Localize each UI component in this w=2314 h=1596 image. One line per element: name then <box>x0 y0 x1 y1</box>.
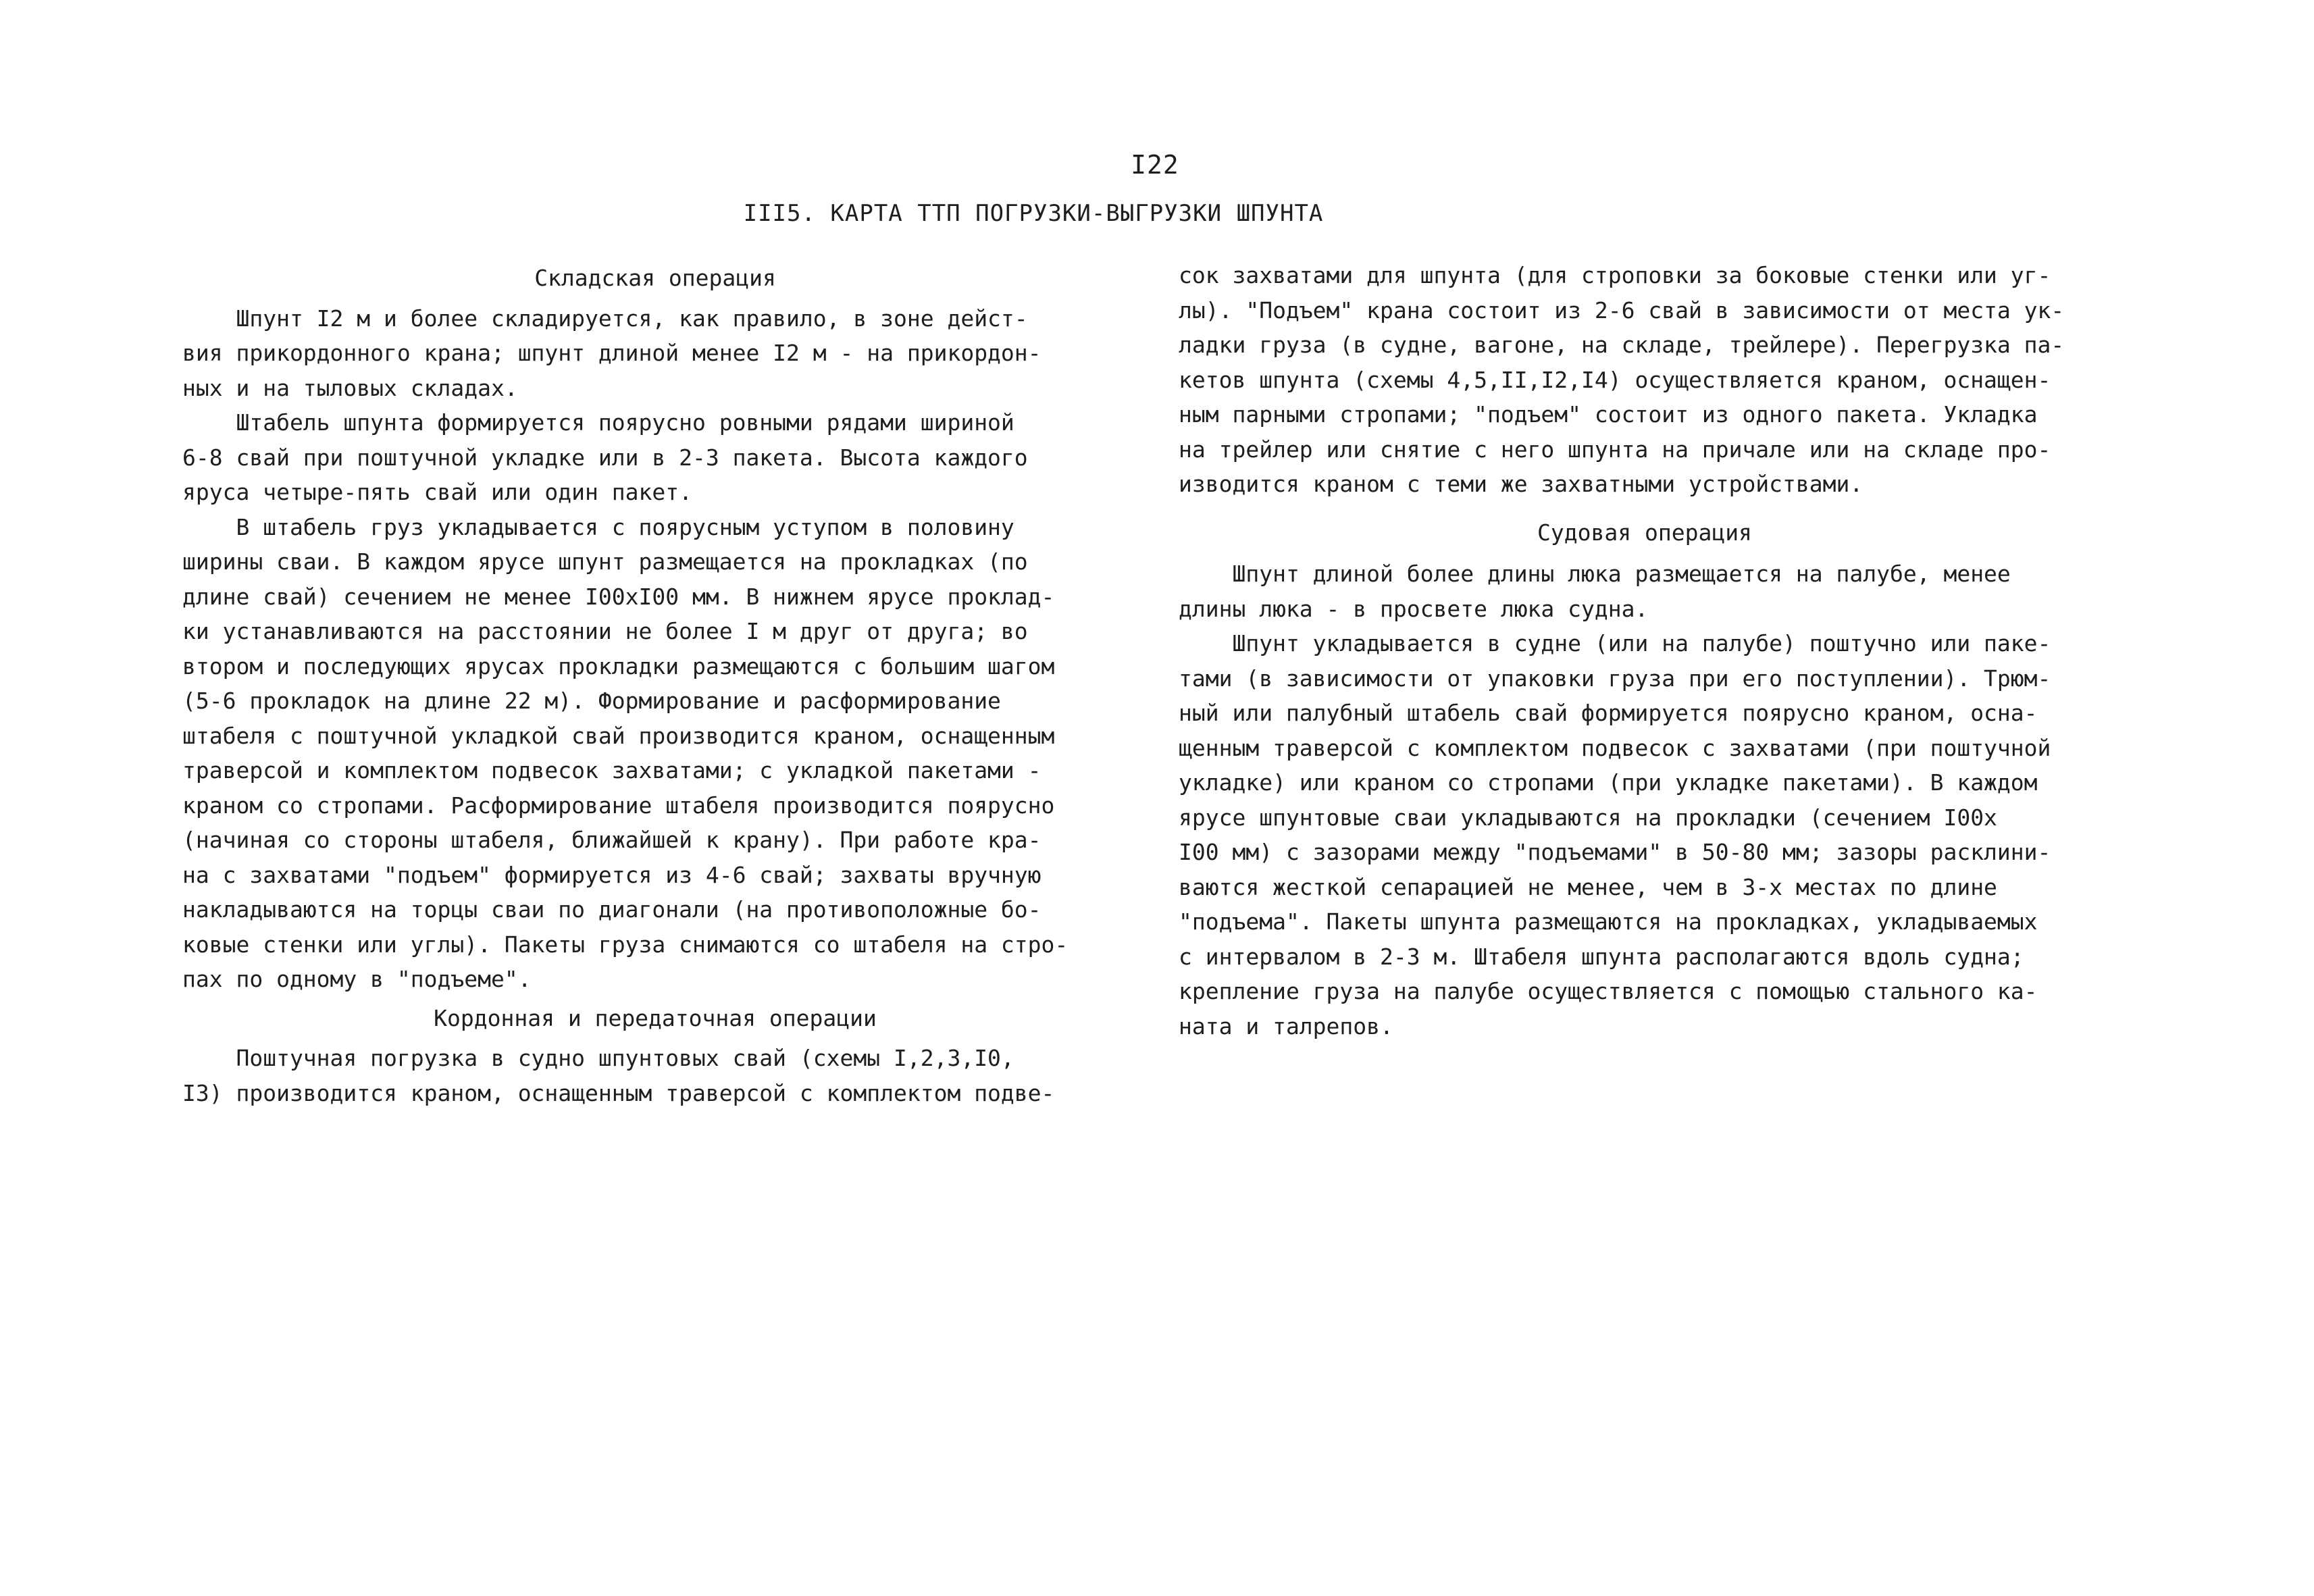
text-line: Поштучная погрузка в судно шпунтовых свай (схемы I,2,3,I0, <box>182 1045 1014 1071</box>
text-line: ным парными стропами; "подъем" состоит из одного пакета. Укладка <box>1179 401 2038 428</box>
text-line: ладки груза (в судне, вагоне, на складе, трейлере). Перегрузка па- <box>1179 332 2065 358</box>
section-heading-cordon: Кордонная и передаточная операции <box>434 1004 877 1031</box>
text-line: ных и на тыловых складах. <box>182 374 518 401</box>
continuation-text <box>1179 258 2111 502</box>
section-heading-ship: Судовая операция <box>1537 519 1752 546</box>
cordon-text <box>182 1041 1128 1110</box>
text-line: краном со стропами. Расформирование штабеля производится поярусно <box>182 792 1055 819</box>
text-line: накладываются на торцы сваи по диагонали (на противоположные бо- <box>182 896 1042 923</box>
text-line: крепление груза на палубе осуществляется с помощью стального ка- <box>1179 978 2038 1004</box>
text-line: щенным траверсой с комплектом подвесок с захватами (при поштучной <box>1179 734 2051 761</box>
warehouse-text <box>182 301 1128 997</box>
text-line: Шпунт длиной более длины люка размещается на палубе, менее <box>1179 561 2011 587</box>
text-line: сок захватами для шпунта (для строповки за боковые стенки или уг- <box>1179 262 2051 288</box>
page-number: I22 <box>1131 150 1179 180</box>
text-line: В штабель груз укладывается с поярусным уступом в половину <box>182 513 1014 540</box>
text-line: (начиная со стороны штабеля, ближайшей к крану). При работе кра- <box>182 827 1042 853</box>
left-column <box>182 257 1128 1110</box>
text-line: с интервалом в 2-3 м. Штабеля шпунта располагаются вдоль судна; <box>1179 943 2024 970</box>
right-column <box>1179 258 2111 1044</box>
text-line: пах по одному в "подъеме". <box>182 966 532 992</box>
text-line: ярусе шпунтовые сваи укладываются на прокладки (сечением I00x <box>1179 804 1997 831</box>
text-line: ширины сваи. В каждом ярусе шпунт размещается на прокладках (по <box>182 548 1028 575</box>
text-line: ный или палубный штабель свай формируется поярусно краном, осна- <box>1179 700 2038 726</box>
text-line: ковые стенки или углы). Пакеты груза снимаются со штабеля на стро- <box>182 931 1069 958</box>
text-line: кетов шпунта (схемы 4,5,II,I2,I4) осуществляется краном, оснащен- <box>1179 366 2051 393</box>
text-line: ваются жесткой сепарацией не менее, чем в 3-х местах по длине <box>1179 873 1997 900</box>
text-line: траверсой и комплектом подвесок захватами; с укладкой пакетами - <box>182 757 1042 783</box>
ship-text <box>1179 557 2111 1044</box>
text-line: Шпунт I2 м и более складируется, как правило, в зоне дейст- <box>182 305 1028 332</box>
text-line: Штабель шпунта формируется поярусно ровными рядами шириной <box>182 409 1014 436</box>
text-line: (5-6 прокладок на длине 22 м). Формирование и расформирование <box>182 688 1001 714</box>
text-line: вия прикордонного крана; шпунт длиной менее I2 м - на прикордон- <box>182 340 1042 366</box>
text-line: штабеля с поштучной укладкой свай производится краном, оснащенным <box>182 722 1055 749</box>
text-line: "подъема". Пакеты шпунта размещаются на прокладках, укладываемых <box>1179 908 2038 935</box>
section-heading-warehouse: Складская операция <box>534 265 776 291</box>
page-title: III5. КАРТА ТТП ПОГРУЗКИ-ВЫГРУЗКИ ШПУНТА <box>743 200 1324 227</box>
text-line: Шпунт укладывается в судне (или на палубе) поштучно или паке- <box>1179 630 2051 657</box>
text-line: ната и талрепов. <box>1179 1012 1393 1039</box>
text-line: ки устанавливаются на расстоянии не более I м друг от друга; во <box>182 618 1028 644</box>
text-line: 6-8 свай при поштучной укладке или в 2-3 пакета. Высота каждого <box>182 444 1028 471</box>
text-line: на трейлер или снятие с него шпунта на причале или на складе про- <box>1179 436 2051 463</box>
text-line: на с захватами "подъем" формируется из 4-6 свай; захваты вручную <box>182 861 1042 888</box>
text-line: длине свай) сечением не менее I00xI00 мм. В нижнем ярусе проклад- <box>182 583 1055 610</box>
text-line: длины люка - в просвете люка судна. <box>1179 595 1649 622</box>
text-line: тами (в зависимости от упаковки груза при его поступлении). Трюм- <box>1179 665 2051 692</box>
text-line: I00 мм) с зазорами между "подъемами" в 50-80 мм; зазоры расклини- <box>1179 839 2051 865</box>
text-line: яруса четыре-пять свай или один пакет. <box>182 479 692 505</box>
text-line: втором и последующих ярусах прокладки размещаются с большим шагом <box>182 652 1055 679</box>
text-line: лы). "Подъем" крана состоит из 2-6 свай в зависимости от места ук- <box>1179 297 2065 324</box>
text-line: изводится краном с теми же захватными устройствами. <box>1179 471 1863 497</box>
text-line: I3) производится краном, оснащенным траверсой с комплектом подве- <box>182 1079 1055 1106</box>
text-line: укладке) или краном со стропами (при укладке пакетами). В каждом <box>1179 769 2038 796</box>
